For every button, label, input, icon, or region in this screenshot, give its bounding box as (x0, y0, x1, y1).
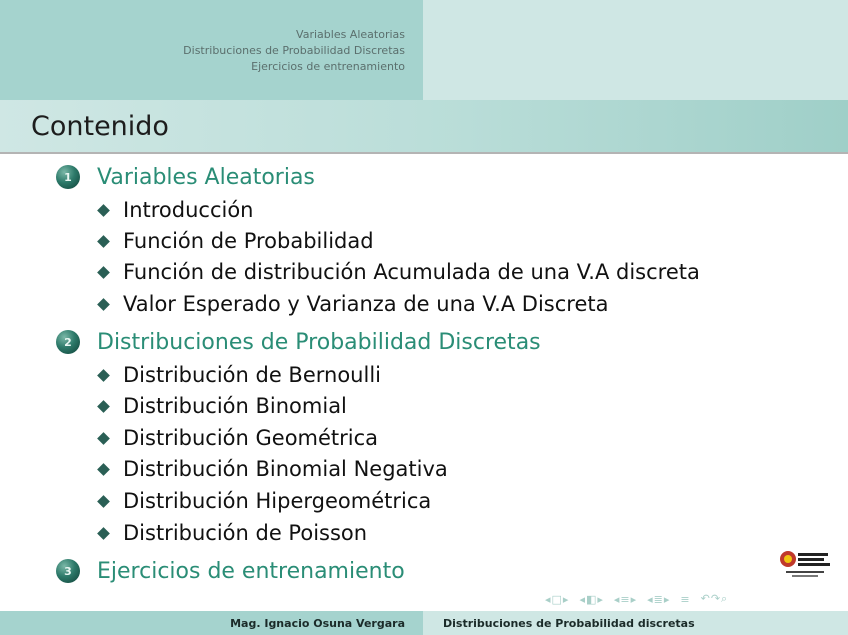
bullet-diamond-icon (97, 432, 110, 445)
toc-subsection[interactable] (98, 454, 448, 484)
bullet-diamond-icon (97, 235, 110, 248)
nav-search-icon[interactable]: ↶↷⌕ (700, 592, 729, 605)
bullet-diamond-icon (97, 400, 110, 413)
section-number-ball: 1 (56, 165, 80, 189)
nav-section-icon[interactable]: ◂≡▸ (613, 592, 638, 606)
toc-subsection[interactable] (98, 518, 367, 548)
toc-subsection-label: Distribución de Bernoulli (123, 363, 381, 387)
bullet-diamond-icon (97, 298, 110, 311)
section-number-ball: 3 (56, 559, 80, 583)
toc-subsection[interactable] (98, 391, 347, 421)
toc-section-title: Ejercicios de entrenamiento (97, 558, 405, 584)
toc-subsection[interactable] (98, 195, 253, 225)
toc-subsection-label: Distribución Geométrica (123, 426, 379, 450)
header-link-section-3[interactable]: Ejercicios de entrenamiento (251, 60, 405, 73)
toc-section-3[interactable] (56, 556, 405, 586)
nav-frame-back-icon[interactable]: ◂□▸ (545, 592, 570, 606)
toc-subsection[interactable] (98, 257, 700, 287)
nav-subsection-icon[interactable]: ◂◧▸ (579, 592, 604, 606)
toc-subsection[interactable] (98, 289, 608, 319)
nav-align-icon[interactable]: ≡ (680, 592, 691, 606)
toc-subsection-label: Introducción (123, 198, 254, 222)
toc-subsection[interactable] (98, 423, 378, 453)
toc-subsection-label: Función de distribución Acumulada de una V.A discreta (123, 260, 700, 284)
footer-title-panel (423, 611, 848, 635)
beamer-navigation-bar (545, 590, 728, 608)
frame-title: Contenido (31, 111, 169, 142)
footer-short-title: Distribuciones de Probabilidad discretas (443, 616, 695, 630)
bullet-diamond-icon (97, 369, 110, 382)
bullet-diamond-icon (97, 204, 110, 217)
toc-section-2[interactable] (56, 327, 541, 357)
nav-doc-icon[interactable]: ◂≣▸ (647, 592, 671, 606)
toc-subsection-label: Distribución Hipergeométrica (123, 489, 432, 513)
toc-subsection-label: Distribución Binomial (123, 394, 347, 418)
section-number-ball: 2 (56, 330, 80, 354)
toc-subsection[interactable] (98, 486, 431, 516)
toc-subsection-label: Distribución de Poisson (123, 521, 368, 545)
toc-subsection-label: Función de Probabilidad (123, 229, 374, 253)
footer-author: Mag. Ignacio Osuna Vergara (230, 616, 405, 630)
header-link-section-2[interactable]: Distribuciones de Probabilidad Discretas (183, 44, 405, 57)
bullet-diamond-icon (97, 266, 110, 279)
toc-subsection-label: Valor Esperado y Varianza de una V.A Discreta (123, 292, 609, 316)
toc-subsection-label: Distribución Binomial Negativa (123, 457, 448, 481)
bullet-diamond-icon (97, 463, 110, 476)
bullet-diamond-icon (97, 495, 110, 508)
toc-section-title: Variables Aleatorias (97, 164, 315, 190)
toc-subsection[interactable] (98, 226, 374, 256)
toc-section-1[interactable] (56, 162, 315, 192)
toc-subsection[interactable] (98, 360, 381, 390)
university-logo (776, 545, 834, 579)
header-link-section-1[interactable]: Variables Aleatorias (296, 28, 405, 41)
toc-section-title: Distribuciones de Probabilidad Discretas (97, 329, 541, 355)
footer-author-panel (0, 611, 423, 635)
bullet-diamond-icon (97, 527, 110, 540)
